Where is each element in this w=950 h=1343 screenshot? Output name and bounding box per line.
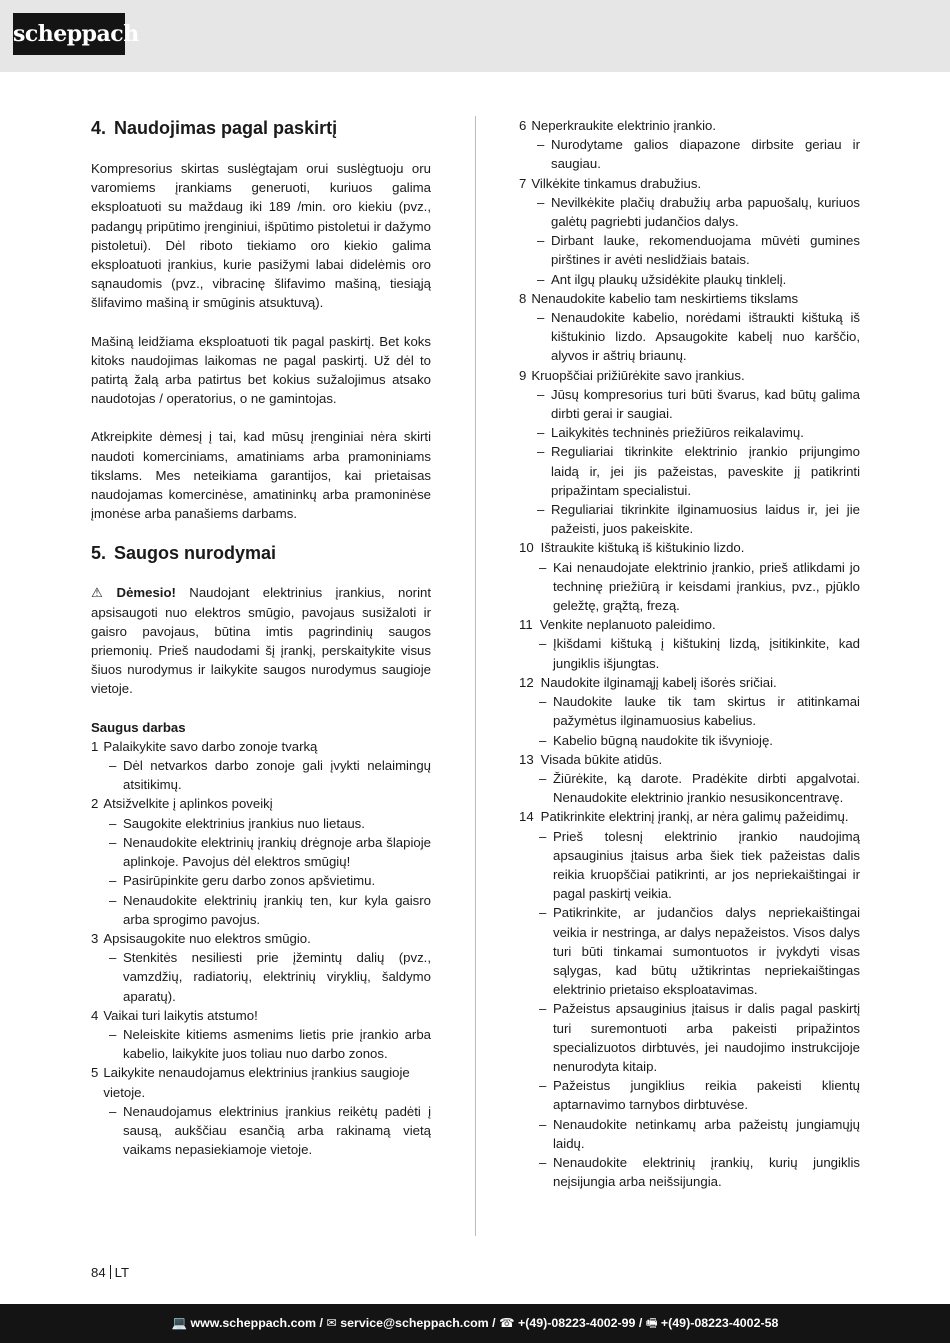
safety-item bbox=[519, 807, 860, 826]
safety-item bbox=[91, 737, 431, 756]
dash-bullet: – bbox=[539, 732, 547, 748]
safety-item bbox=[91, 1006, 431, 1025]
safety-subitem bbox=[91, 1025, 431, 1063]
dash-bullet: – bbox=[537, 502, 545, 518]
safety-item-title: Nenaudokite kabelio tam neskirtiems tikslams bbox=[531, 290, 799, 306]
safety-subitem bbox=[519, 1076, 860, 1114]
safety-subitem bbox=[519, 423, 860, 442]
safety-subitem-text: Žiūrėkite, ką darote. Pradėkite dirbti apgalvotai. Nenaudokite elektrinio įrankio nesusikoncentravę. bbox=[553, 770, 860, 806]
safety-list-right bbox=[519, 116, 860, 1191]
phone-number: +(49)-08223-4002-99 bbox=[517, 1316, 636, 1330]
safety-subitem-text: Neleiskite kitiems asmenims lietis prie įrankio arba kabelio, laikykite juos toliau nuo darbo zonos. bbox=[123, 1026, 431, 1062]
safety-item-number: 13 bbox=[519, 751, 534, 767]
safety-subitem-text: Ant ilgų plaukų užsidėkite plaukų tinklelį. bbox=[551, 271, 787, 287]
fax-number: +(49)-08223-4002-58 bbox=[660, 1316, 779, 1330]
safety-subitem-text: Dėl netvarkos darbo zonoje gali įvykti nelaimingų atsitikimų. bbox=[123, 758, 431, 793]
dash-bullet: – bbox=[539, 1078, 547, 1094]
safety-subitem bbox=[91, 891, 431, 929]
page-footer bbox=[91, 1265, 129, 1280]
column-divider bbox=[475, 116, 476, 1236]
safety-subitem-text: Laikykitės techninės priežiūros reikalavimų. bbox=[551, 425, 804, 441]
page-number: 84 bbox=[91, 1265, 106, 1280]
mail-icon: ✉ bbox=[326, 1316, 337, 1330]
safety-subitem bbox=[519, 270, 860, 289]
safety-subitem-text: Nenaudokite elektrinių įrankių drėgnoje arba šlapioje aplinkoje. Pavojus dėl elektros smūgių! bbox=[123, 834, 431, 870]
dash-bullet: – bbox=[537, 310, 545, 326]
safety-subitem-text: Nevilkėkite plačių drabužių arba papuošalų, kuriuos galėtų pagriebti judančios dalys. bbox=[551, 194, 860, 230]
dash-bullet: – bbox=[539, 694, 547, 710]
safety-subitem bbox=[519, 731, 860, 750]
safety-item-title: Visada būkite atidūs. bbox=[540, 751, 663, 767]
phone-icon: ☎ bbox=[499, 1316, 515, 1330]
safety-subitem bbox=[91, 814, 431, 833]
safety-subitem-text: Patikrinkite, ar judančios dalys nepriekaištingai veikia ir nestringa, ar dalys nepažeistos. Visos dalys turi būti tinkamai sumontuotos ir įvykdyti visas sąlygas, kad būtų užtikrintas nepriekaištingas elektrinio prietaiso eksploatavimas. bbox=[553, 905, 860, 998]
dash-bullet: – bbox=[109, 815, 117, 831]
safety-subitem-text: Naudokite lauke tik tam skirtus ir atitinkamai pažymėtus ilginamuosius kabelius. bbox=[553, 694, 860, 729]
safety-item-title: Venkite neplanuoto paleidimo. bbox=[539, 617, 716, 633]
safety-subitem-text: Dirbant lauke, rekomenduojama mūvėti gumines pirštines ir avėti neslidžiais batais. bbox=[551, 233, 860, 268]
safety-subitem-text: Kabelio būgną naudokite tik išvynioję. bbox=[553, 732, 773, 748]
safety-item bbox=[519, 174, 860, 193]
safety-subitem-text: Pažeistus jungiklius reikia pakeisti klientų aptarnavimo tarnybos dirbtuvėse. bbox=[553, 1078, 860, 1113]
safety-subitem bbox=[519, 231, 860, 269]
safety-item-title: Palaikykite savo darbo zonoje tvarką bbox=[103, 738, 318, 754]
section-4-paragraph: Kompresorius skirtas suslėgtajam orui suslėgtuoju oru varomiems įrankiams generuoti, kuriuos galima eksploatuoti su maždaug iki 189 /min. oro kiekiu (pvz., padangų pripūtimo įrenginiui, išpūtimo pistoletui ir dažymo pistoletui). Dėl riboto tiekiamo oro kiekio galima eksploatuoti įrankius, kurie pasižymi labai didelėmis oro sąnaudomis (pvz., vibracinę šlifavimo mašiną, tiesiąją šlifavimo mašiną ir smūginis atsuktuvą). bbox=[91, 161, 431, 311]
dash-bullet: – bbox=[537, 194, 545, 210]
dash-bullet: – bbox=[109, 834, 117, 850]
safety-item-number: 4 bbox=[91, 1007, 99, 1023]
dash-bullet: – bbox=[109, 892, 117, 908]
safety-subitem bbox=[91, 756, 431, 794]
section-5-title: Saugos nurodymai bbox=[114, 543, 277, 564]
warning-paragraph bbox=[91, 583, 431, 698]
scheppach-logo: scheppach bbox=[13, 13, 125, 55]
contact-separator: / bbox=[492, 1316, 496, 1330]
safety-item-number: 5 bbox=[91, 1065, 99, 1081]
safety-item-title: Patikrinkite elektrinį įrankį, ar nėra galimų pažeidimų. bbox=[540, 809, 849, 825]
safety-subitem bbox=[91, 948, 431, 1006]
safety-item bbox=[519, 538, 860, 557]
website-link[interactable]: www.scheppach.com bbox=[190, 1316, 317, 1330]
dash-bullet: – bbox=[537, 386, 545, 402]
dash-bullet: – bbox=[537, 233, 545, 249]
safety-item-number: 1 bbox=[91, 738, 99, 754]
safety-item bbox=[91, 794, 431, 813]
dash-bullet: – bbox=[539, 559, 547, 575]
safety-subitem-text: Reguliariai tikrinkite ilginamuosius laidus ir, jei jie pažeisti, juos pakeiskite. bbox=[551, 502, 860, 537]
safety-subitem-text: Pasirūpinkite geru darbo zonos apšvietimu. bbox=[123, 873, 376, 889]
safety-item-title: Atsižvelkite į aplinkos poveikį bbox=[103, 796, 273, 812]
contact-separator: / bbox=[319, 1316, 323, 1330]
safety-subitem bbox=[519, 308, 860, 366]
safety-item-number: 2 bbox=[91, 796, 99, 812]
contact-bar bbox=[0, 1304, 950, 1343]
dash-bullet: – bbox=[109, 950, 117, 966]
safety-list-left bbox=[91, 737, 431, 1159]
safety-subitem bbox=[519, 500, 860, 538]
safety-subitem-text: Prieš tolesnį elektrinio įrankio naudojimą apsauginius įtaisus arba šiek tiek pažeistas dalis reikia kruopščiai patikrinti, ar jos nepriekaištingai ir pagal paskirtį veikia. bbox=[553, 828, 860, 902]
dash-bullet: – bbox=[537, 444, 545, 460]
safety-item bbox=[519, 366, 860, 385]
safety-item-number: 3 bbox=[91, 930, 99, 946]
safety-subitem bbox=[519, 135, 860, 173]
section-4-number: 4. bbox=[91, 118, 107, 138]
safety-item bbox=[91, 1063, 431, 1101]
safety-item-title: Vilkėkite tinkamus drabužius. bbox=[531, 175, 702, 191]
safety-subitem-text: Pažeistus apsauginius įtaisus ir dalis pagal paskirtį turi suremontuoti arba pakeisti pripažintos specializuotos dirbtuvės, jei naudojimo instrukcijoje nenurodyta kitaip. bbox=[553, 1001, 860, 1074]
safety-item-title: Laikykite nenaudojamus elektrinius įrankius saugioje vietoje. bbox=[103, 1065, 410, 1100]
safety-subitem-text: Nenaudojamus elektrinius įrankius reikėtų padėti į sausą, aukščiau esančią arba rakinamą vietą vaikams nepasiekiamoje vietoje. bbox=[123, 1103, 431, 1158]
safety-subitem bbox=[519, 692, 860, 730]
safety-item-number: 10 bbox=[519, 540, 534, 556]
safety-subitem bbox=[519, 999, 860, 1076]
dash-bullet: – bbox=[539, 1001, 547, 1017]
fax-icon: 🖷 bbox=[645, 1316, 658, 1330]
safety-subitem-text: Reguliariai tikrinkite elektrinio įrankio prijungimo laidą ir, jei jis pažeistas, paveskite jį patikrinti pripažintam specialistui. bbox=[551, 444, 860, 498]
email-link[interactable]: service@scheppach.com bbox=[340, 1316, 489, 1330]
dash-bullet: – bbox=[537, 137, 545, 153]
safety-subitem bbox=[519, 1115, 860, 1153]
safety-subitem-text: Įkišdami kištuką į kištukinį lizdą, įsitikinkite, kad jungiklis išjungtas. bbox=[553, 636, 860, 671]
safety-item-number: 6 bbox=[519, 118, 527, 133]
dash-bullet: – bbox=[539, 636, 547, 652]
warning-label: Dėmesio! bbox=[116, 585, 176, 601]
safety-subitem-text: Kai nenaudojate elektrinio įrankio, prieš atlikdami jo techninę priežiūrą ir keisdami įrankius, pvz., pjūklo geležtę, grąžtą, frezą. bbox=[553, 559, 860, 614]
safety-subitem bbox=[91, 1102, 431, 1160]
header-band bbox=[0, 0, 950, 72]
safety-item-title: Apsisaugokite nuo elektros smūgio. bbox=[103, 930, 311, 946]
safety-item bbox=[519, 750, 860, 769]
safety-item bbox=[519, 615, 860, 634]
safety-item-number: 7 bbox=[519, 175, 527, 191]
dash-bullet: – bbox=[539, 1154, 547, 1170]
safety-subitem-text: Stenkitės nesiliesti prie įžemintų dalių (pvz., vamzdžių, radiatorių, elektrinių viryklių, šaldymo aparatų). bbox=[123, 950, 431, 1004]
safety-subitem bbox=[519, 827, 860, 904]
section-4-title: Naudojimas pagal paskirtį bbox=[114, 118, 338, 138]
left-column bbox=[91, 116, 431, 1159]
safety-item-title: Ištraukite kištuką iš kištukinio lizdo. bbox=[540, 540, 745, 556]
dash-bullet: – bbox=[539, 828, 547, 844]
safety-subitem bbox=[519, 1153, 860, 1191]
safety-subitem-text: Nurodytame galios diapazone dirbsite geriau ir saugiau. bbox=[551, 137, 860, 172]
page-language: LT bbox=[114, 1265, 130, 1280]
dash-bullet: – bbox=[109, 1103, 117, 1119]
safety-subitem-text: Nenaudokite kabelio, norėdami ištraukti kištuką iš kištukinio lizdo. Apsaugokite kabelį nuo karščio, alyvos ir aštrių briaunų. bbox=[551, 310, 860, 364]
safety-item-number: 11 bbox=[519, 617, 533, 633]
safety-subitem-text: Nenaudokite elektrinių įrankių, kurių jungiklis neįsijungia arba neišsijungia. bbox=[553, 1154, 860, 1190]
safety-subitem bbox=[519, 385, 860, 423]
safety-subitem bbox=[519, 634, 860, 672]
safety-subitem-text: Nenaudokite netinkamų arba pažeistų jungiamųjų laidų. bbox=[553, 1116, 860, 1151]
section-5-heading bbox=[91, 541, 431, 565]
safety-subitem bbox=[519, 193, 860, 231]
safety-item bbox=[519, 673, 860, 692]
safety-subitem bbox=[91, 871, 431, 890]
safety-subitem bbox=[519, 442, 860, 500]
right-column bbox=[519, 116, 860, 1191]
dash-bullet: – bbox=[109, 1026, 117, 1042]
safety-subitem-text: Saugokite elektrinius įrankius nuo lietaus. bbox=[123, 815, 365, 831]
safety-item bbox=[91, 929, 431, 948]
section-4-heading bbox=[91, 116, 431, 140]
footer-separator bbox=[110, 1265, 111, 1279]
safety-item bbox=[519, 289, 860, 308]
dash-bullet: – bbox=[109, 758, 117, 774]
safety-subitem bbox=[91, 833, 431, 871]
dash-bullet: – bbox=[539, 1116, 547, 1132]
section-4-paragraph: Mašiną leidžiama eksploatuoti tik pagal paskirtį. Bet koks kitoks naudojimas laikomas ne pagal paskirtį. Už dėl to patirtą žalą arba patirtus bet kokius sužalojimus atsako naudotojas / operatorius, o ne gamintojas. bbox=[91, 333, 431, 407]
safety-item-title: Naudokite ilginamąjį kabelį išorės sričiai. bbox=[540, 674, 777, 690]
warning-text: Naudojant elektrinius įrankius, norint apsisaugoti nuo elektros smūgio, pavojaus susižaloti ir gaisro pavojaus, būtina imtis pagrindinių saugos priemonių. Prieš naudodami šį įrankį, perskaitykite visus šiuos nurodymus ir laikykite saugos nurodymus saugioje vietoje. bbox=[91, 585, 432, 697]
safety-item bbox=[519, 116, 860, 135]
dash-bullet: – bbox=[537, 425, 545, 441]
safety-subitem bbox=[519, 903, 860, 999]
safety-item-number: 9 bbox=[519, 367, 527, 383]
safety-subitem-text: Nenaudokite elektrinių įrankių ten, kur kyla gaisro arba sprogimo pavojus. bbox=[123, 892, 431, 927]
safety-subitem bbox=[519, 769, 860, 807]
safety-item-number: 14 bbox=[519, 809, 534, 825]
safety-item-title: Vaikai turi laikytis atstumo! bbox=[103, 1007, 258, 1023]
safety-item-number: 8 bbox=[519, 290, 527, 306]
dash-bullet: – bbox=[537, 271, 545, 287]
safety-item-title: Neperkraukite elektrinio įrankio. bbox=[531, 118, 717, 133]
dash-bullet: – bbox=[109, 873, 117, 889]
safety-item-number: 12 bbox=[519, 674, 534, 690]
safety-subitem bbox=[519, 558, 860, 616]
section-4-paragraph: Atkreipkite dėmesį į tai, kad mūsų įrenginiai nėra skirti naudoti komerciniams, amatiniams arba pramoniniams tikslams. Mes neteikiama garantijos, kai prietaisas naudojamas komercinėse, amatininkų arba pramoninėse įmonėse arba panašiems darbams. bbox=[91, 429, 431, 522]
contact-separator: / bbox=[638, 1316, 643, 1330]
dash-bullet: – bbox=[539, 905, 547, 921]
safety-subitem-text: Jūsų kompresorius turi būti švarus, kad būtų galima dirbti gerai ir saugiai. bbox=[551, 386, 860, 422]
computer-icon: 💻 bbox=[171, 1316, 188, 1330]
section-5-number: 5. bbox=[91, 543, 107, 564]
dash-bullet: – bbox=[539, 770, 547, 786]
warning-triangle-icon: ⚠ bbox=[91, 585, 113, 601]
safe-work-subheading: Saugus darbas bbox=[91, 719, 186, 735]
safety-item-title: Kruopščiai prižiūrėkite savo įrankius. bbox=[531, 367, 745, 383]
